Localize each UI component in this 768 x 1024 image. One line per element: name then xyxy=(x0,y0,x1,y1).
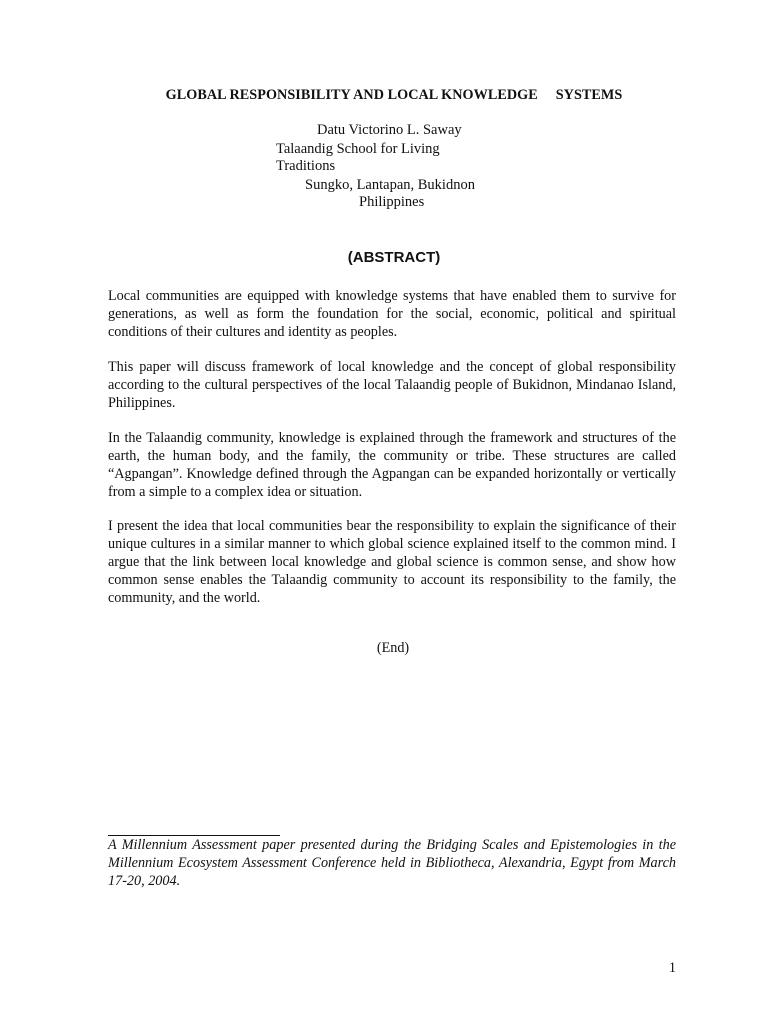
footnote: A Millennium Assessment paper presented during the Bridging Scales and Epistemologies in the Millennium Ecosystem Assessment Conference held in Bibliotheca, Alexandria, Egypt from March 17-20, 2004. xyxy=(108,837,676,889)
document-title: GLOBAL RESPONSIBILITY AND LOCAL KNOWLEDGE SYSTEMS xyxy=(165,87,623,103)
author-location: Sungko, Lantapan, Bukidnon xyxy=(305,177,475,193)
abstract-paragraph-1: Local communities are equipped with knowledge systems that have enabled them to survive for generations, as well as form the foundation for the social, economic, political and spiritual conditions of their cultures and identity as peoples. xyxy=(108,288,676,340)
author-affiliation-line1: Talaandig School for Living xyxy=(276,141,440,157)
abstract-paragraph-4: I present the idea that local communities bear the responsibility to explain the significance of their unique cultures in a similar manner to which global science explained itself to the common mind. I argue that the link between local knowledge and global science is common sense, and show how common sense enables the Talaandig community to account its responsibility to the family, the community, and the world. xyxy=(108,518,676,606)
author-name: Datu Victorino L. Saway xyxy=(317,122,462,138)
abstract-paragraph-2: This paper will discuss framework of local knowledge and the concept of global responsibility according to the cultural perspectives of the local Talaandig people of Bukidnon, Mindanao Island, Philippines. xyxy=(108,359,676,411)
abstract-heading: (ABSTRACT) xyxy=(347,249,441,266)
author-affiliation-line2: Traditions xyxy=(276,158,336,174)
end-mark: (End) xyxy=(376,640,410,656)
author-country: Philippines xyxy=(359,194,425,210)
page-number: 1 xyxy=(668,960,676,976)
abstract-paragraph-3: In the Talaandig community, knowledge is explained through the framework and structures of the earth, the human body, and the family, the community or tribe. These structures are called “Agpangan”. Knowledge defined through the Agpangan can be expanded horizontally or vertically from a simple to a complex idea or situation. xyxy=(108,430,676,500)
